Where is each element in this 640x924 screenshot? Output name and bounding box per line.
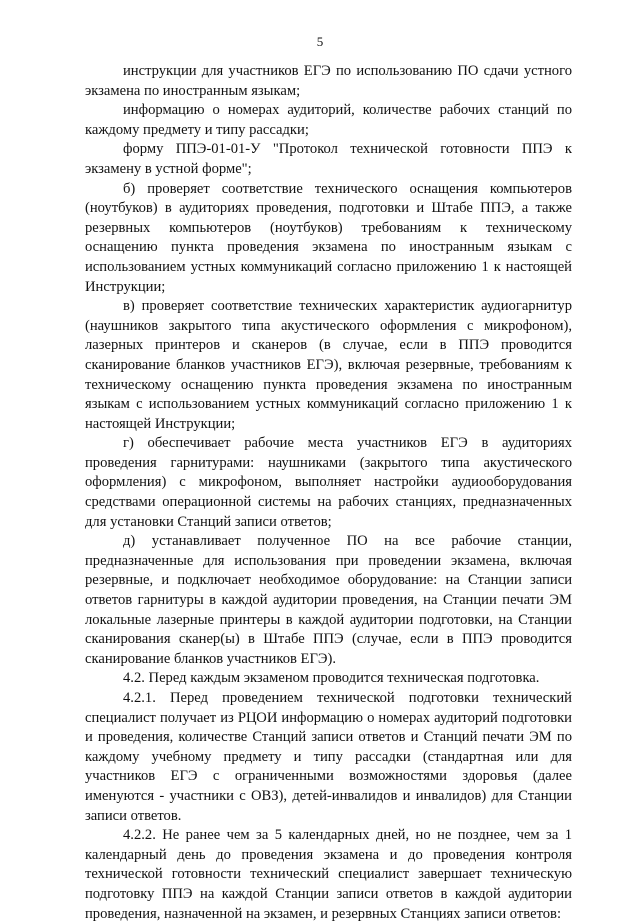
paragraph-instructions-po: инструкции для участников ЕГЭ по использованию ПО сдачи устного экзамена по иностранным языкам; <box>85 63 572 99</box>
paragraph-section-4-2-2: 4.2.2. Не ранее чем за 5 календарных дней, но не позднее, чем за 1 календарный день до проведения экзамена и до проведения контроля технической готовности технический специалист завершает техническую подготовку ППЭ на каждой Станции записи ответов в каждой аудитории проведения, назначенной на экзамен, и резервных Станциях записи ответов: <box>85 827 572 922</box>
paragraph-item-v: в) проверяет соответствие технических характеристик аудиогарнитур (наушников закрытого типа акустического оформления с микрофоном), лазерных принтеров и сканеров (в случае, если в ППЭ проводится сканирование бланков участников ЕГЭ), включая резервные, требованиям к техническому оснащению пункта проведения экзамена по иностранным языкам с использованием устных коммуникаций согласно приложению 1 к настоящей Инструкции; <box>85 298 572 432</box>
paragraph-auditorium-info: информацию о номерах аудиторий, количестве рабочих станций по каждому предмету и типу рассадки; <box>85 102 572 138</box>
paragraph-protocol-form: форму ППЭ-01-01-У "Протокол технической готовности ППЭ к экзамену в устной форме"; <box>85 141 572 177</box>
page-number: 5 <box>316 34 324 49</box>
paragraph-item-b: б) проверяет соответствие технического оснащения компьютеров (ноутбуков) в аудиториях проведения, подготовки и Штабе ППЭ, а также резервных компьютеров (ноутбуков) требованиям к техническому оснащению пункта проведения экзамена по иностранным языкам с использованием устных коммуникаций согласно приложению 1 к настоящей Инструкции; <box>85 180 572 295</box>
document-body <box>85 62 572 924</box>
paragraph-section-4-2-1: 4.2.1. Перед проведением технической подготовки технический специалист получает из РЦОИ информацию о номерах аудиторий подготовки и проведения, количестве Станций записи ответов и Станций печати ЭМ по каждому учебному предмету и типу рассадки (стандартная или для участников ЕГЭ с ограниченными возможностями здоровья (далее именуются - участники с ОВЗ), детей-инвалидов и инвалидов) для Станции записи ответов. <box>85 690 572 824</box>
paragraph-item-d: д) устанавливает полученное ПО на все рабочие станции, предназначенные для использования при проведении экзамена, включая резервные, и подключает необходимое оборудование: на Станции записи ответов гарнитуры в каждой аудитории проведения, на Станции печати ЭМ локальные лазерные принтеры в каждой аудитории подготовки, на Станции сканирования сканер(ы) в Штабе ППЭ (случае, если в ППЭ проводится сканирование бланков участников ЕГЭ). <box>85 533 572 667</box>
paragraph-item-g: г) обеспечивает рабочие места участников ЕГЭ в аудиториях проведения гарнитурами: наушниками (закрытого типа акустического оформления) с микрофоном, выполняет настройки аудиооборудования средствами операционной системы на рабочих станциях, предназначенных для установки Станций записи ответов; <box>85 435 572 530</box>
paragraph-section-4-2: 4.2. Перед каждым экзаменом проводится техническая подготовка. <box>123 670 540 687</box>
